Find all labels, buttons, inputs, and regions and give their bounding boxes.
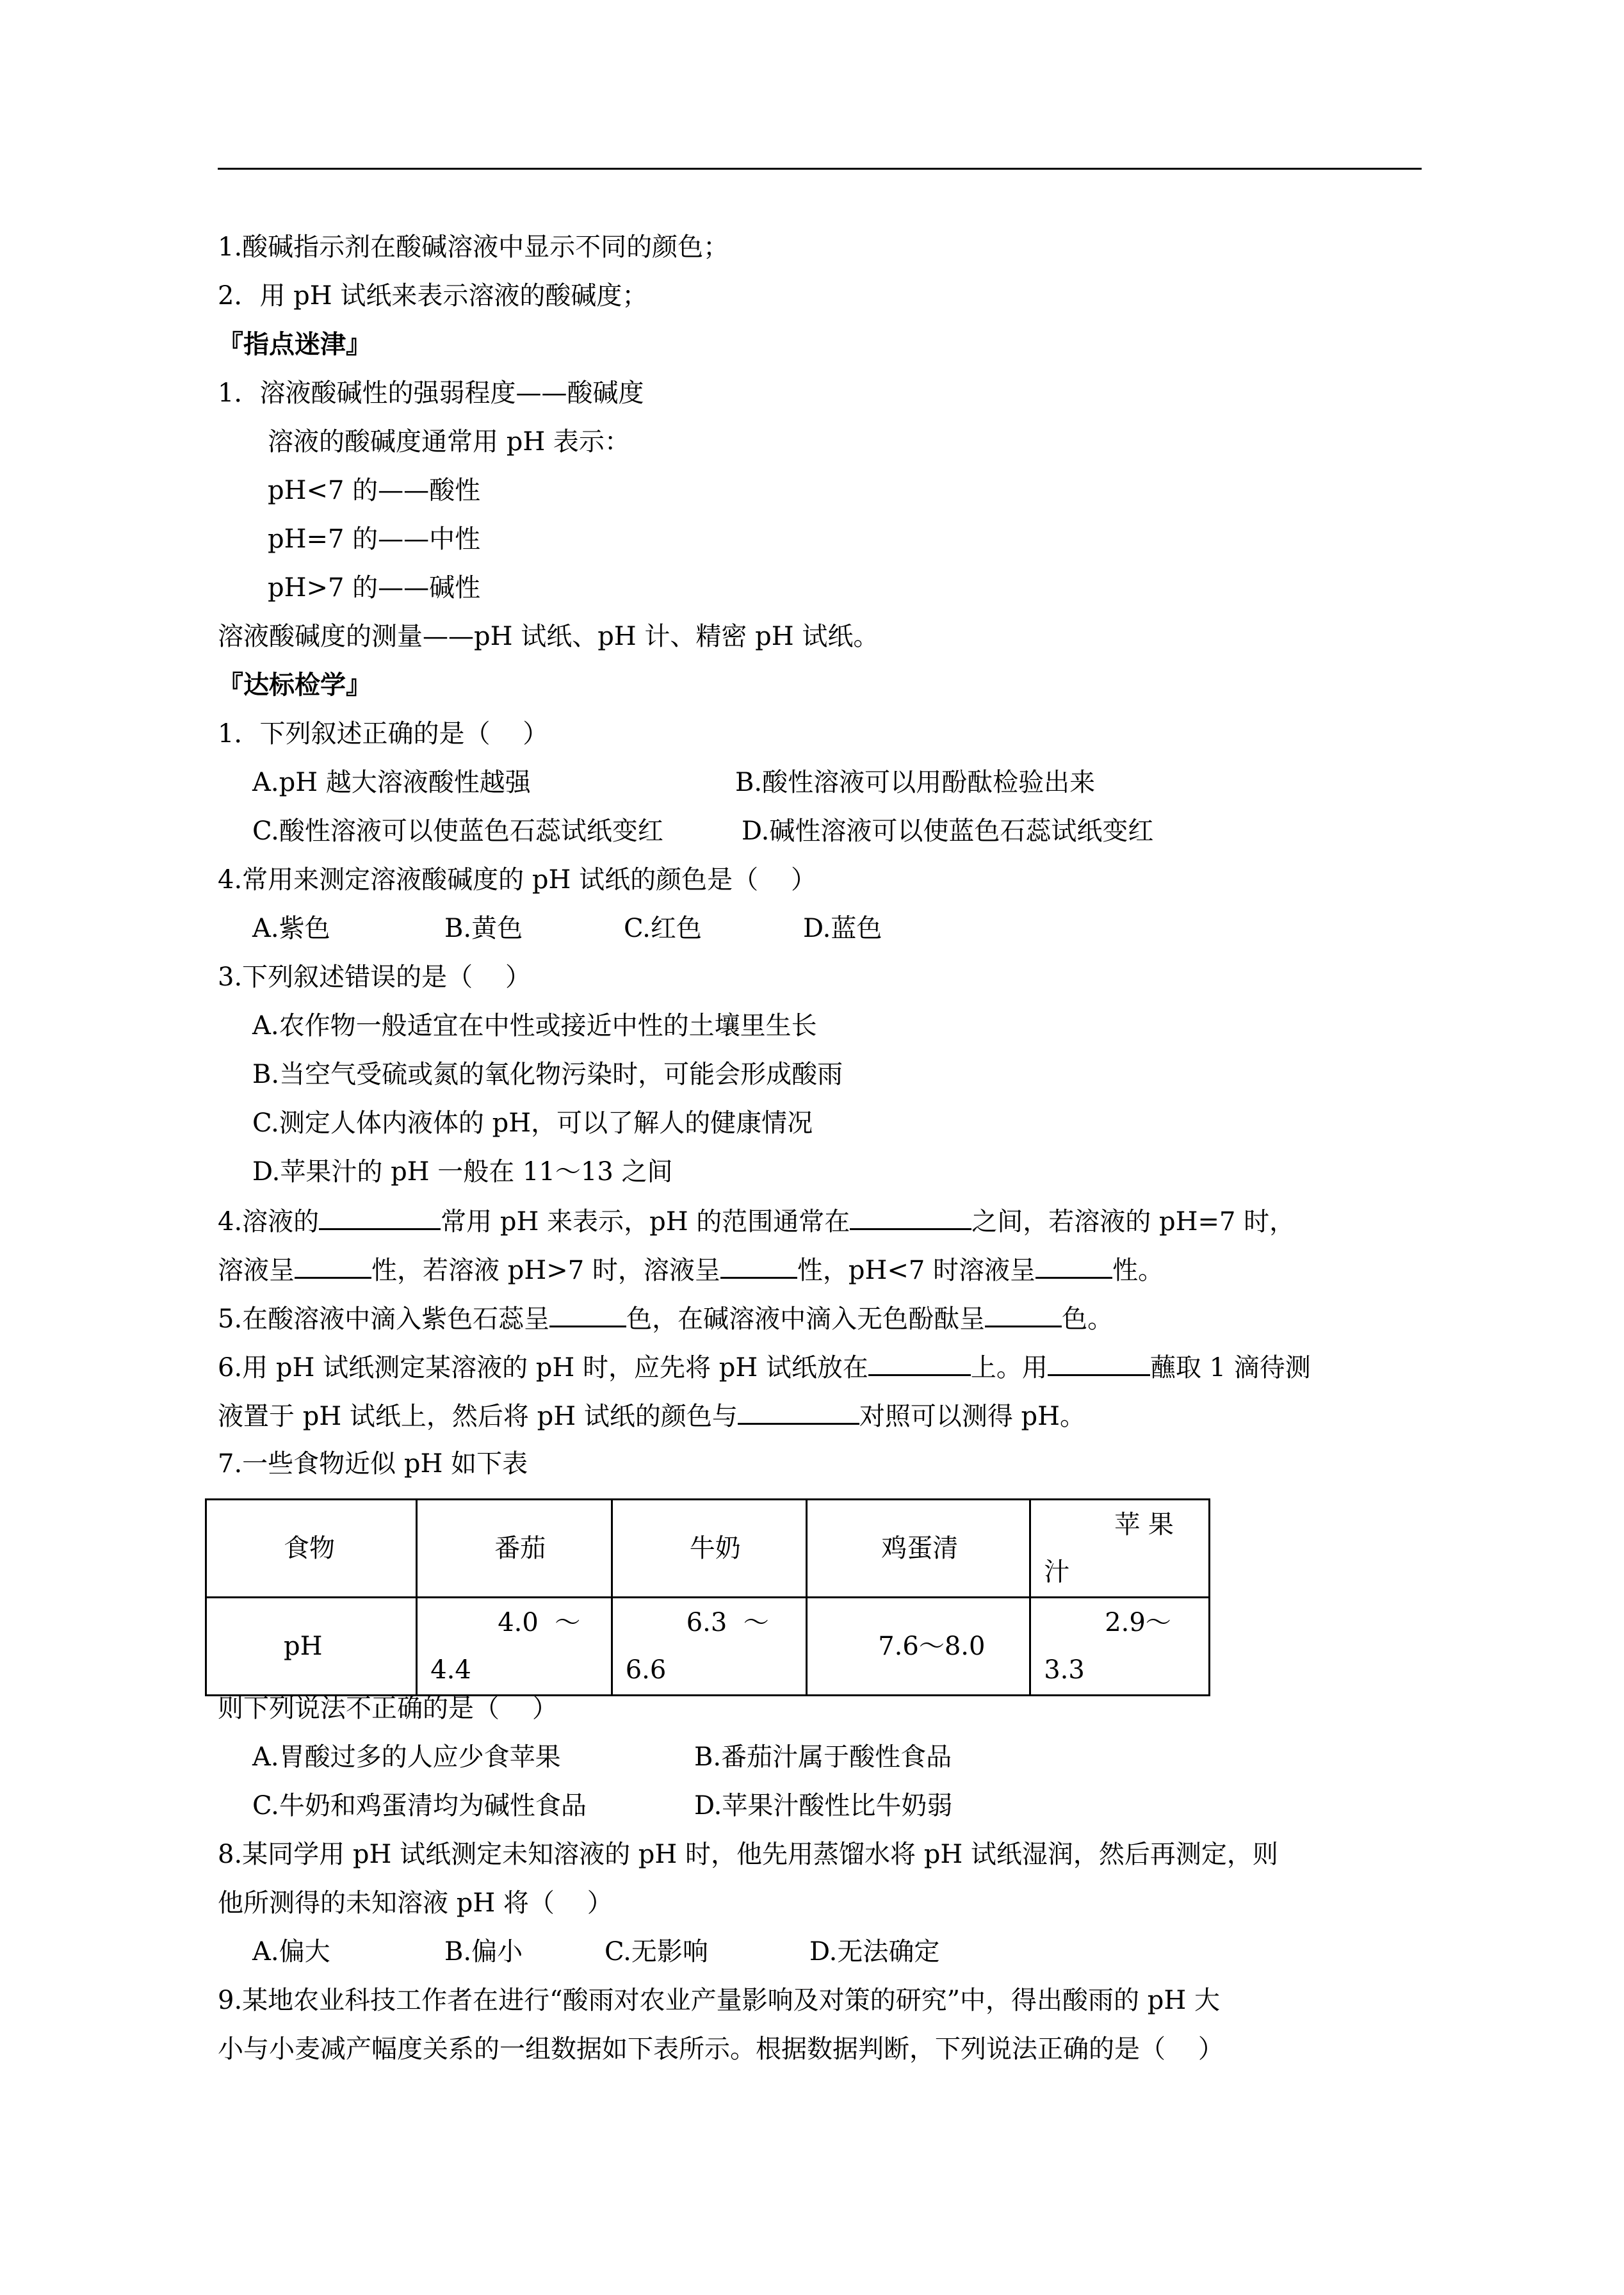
question-4-line-1 xyxy=(218,1203,1295,1240)
q5-text-1: 5.在酸溶液中滴入紫色石蕊呈 xyxy=(218,1304,550,1334)
tip-line-base: pH>7 的——碱性 xyxy=(268,573,481,603)
q5-text-2: 色，在碱溶液中滴入无色酚酞呈 xyxy=(626,1304,986,1334)
table-value-apple-juice-2: 3.3 xyxy=(1044,1655,1085,1685)
table-value-milk-2: 6.6 xyxy=(625,1655,667,1685)
table-value-apple-juice-1: 2.9～ xyxy=(1105,1608,1171,1637)
q4-blank-5[interactable] xyxy=(1035,1251,1112,1279)
header-rule xyxy=(218,168,1422,170)
question-2-option-d: D.蓝色 xyxy=(803,914,882,943)
tip-line-acid: pH<7 的——酸性 xyxy=(268,476,481,505)
question-6-line-1 xyxy=(218,1349,1311,1386)
table-cell xyxy=(206,1598,417,1696)
table-cell xyxy=(417,1598,612,1696)
q4-blank-3[interactable] xyxy=(295,1251,371,1279)
q4-text-3: 之间，若溶液的 pH=7 时， xyxy=(971,1207,1295,1237)
table-cell xyxy=(1030,1598,1210,1696)
question-5 xyxy=(218,1300,1113,1337)
question-3-option-a: A.农作物一般适宜在中性或接近中性的土壤里生长 xyxy=(252,1011,817,1041)
table-cell xyxy=(612,1500,807,1598)
table-cell xyxy=(807,1500,1030,1598)
question-3-option-b: B.当空气受硫或氮的氧化物污染时，可能会形成酸雨 xyxy=(252,1060,843,1089)
table-value-egg-white: 7.6～8.0 xyxy=(878,1632,986,1661)
food-ph-table xyxy=(205,1498,1210,1696)
q5-blank-2[interactable] xyxy=(985,1300,1062,1327)
table-header-milk: 牛奶 xyxy=(689,1534,741,1563)
question-3-option-c: C.测定人体内液体的 pH，可以了解人的健康情况 xyxy=(252,1108,813,1138)
table-row-label-ph: pH xyxy=(284,1632,323,1661)
question-7-option-d: D.苹果汁酸性比牛奶弱 xyxy=(694,1791,953,1821)
table-cell xyxy=(417,1500,612,1598)
q6-text-1: 6.用 pH 试纸测定某溶液的 pH 时，应先将 pH 试纸放在 xyxy=(218,1353,868,1383)
tip-line-1: 1．溶液酸碱性的强弱程度——酸碱度 xyxy=(218,378,644,408)
question-2-option-b: B.黄色 xyxy=(444,914,523,943)
q4-blank-1[interactable] xyxy=(319,1203,441,1230)
question-8-line-2: 他所测得的未知溶液 pH 将（ ） xyxy=(218,1888,613,1918)
table-cell xyxy=(206,1500,417,1598)
question-7-option-a: A.胃酸过多的人应少食苹果 xyxy=(252,1742,561,1772)
question-8-line-1: 8.某同学用 pH 试纸测定未知溶液的 pH 时，他先用蒸馏水将 pH 试纸湿润，然后再测定，则 xyxy=(218,1840,1278,1869)
q6-text-3: 蘸取 1 滴待测 xyxy=(1149,1353,1311,1383)
question-2-option-a: A.紫色 xyxy=(252,914,330,943)
q6-text-2: 上。用 xyxy=(970,1353,1048,1383)
question-7-option-b: B.番茄汁属于酸性食品 xyxy=(694,1742,952,1772)
q5-text-3: 色。 xyxy=(1062,1304,1114,1334)
q5-blank-1[interactable] xyxy=(549,1300,626,1327)
table-header-apple-juice-1: 苹 果 xyxy=(1114,1510,1174,1539)
question-8-option-c: C.无影响 xyxy=(605,1937,708,1967)
intro-line-2: 2．用 pH 试纸来表示溶液的酸碱度； xyxy=(218,281,648,311)
section-heading-test: 『达标检学』 xyxy=(218,670,371,700)
q6-text-4: 液置于 pH 试纸上，然后将 pH 试纸的颜色与 xyxy=(218,1402,738,1431)
q4-text-7: 性。 xyxy=(1112,1256,1164,1285)
table-cell xyxy=(1030,1500,1210,1598)
q4-blank-2[interactable] xyxy=(850,1203,971,1230)
question-1-option-d: D.碱性溶液可以使蓝色石蕊试纸变红 xyxy=(742,816,1154,846)
question-7-statement: 则下列说法不正确的是（ ） xyxy=(218,1694,558,1723)
table-cell xyxy=(807,1598,1030,1696)
q6-text-5: 对照可以测得 pH。 xyxy=(859,1402,1086,1431)
question-3-option-d: D.苹果汁的 pH 一般在 11～13 之间 xyxy=(252,1157,673,1187)
question-8-option-a: A.偏大 xyxy=(252,1937,330,1967)
question-7-option-c: C.牛奶和鸡蛋清均为碱性食品 xyxy=(252,1791,587,1821)
q4-blank-4[interactable] xyxy=(720,1251,797,1279)
table-row xyxy=(206,1500,1210,1598)
tip-line-neutral: pH=7 的——中性 xyxy=(268,524,481,554)
question-2-option-c: C.红色 xyxy=(624,914,702,943)
table-header-egg-white: 鸡蛋清 xyxy=(881,1534,959,1563)
question-9-line-1: 9.某地农业科技工作者在进行“酸雨对农业产量影响及对策的研究”中，得出酸雨的 pH 大 xyxy=(218,1986,1220,2015)
question-1-option-a: A.pH 越大溶液酸性越强 xyxy=(252,768,531,797)
question-7: 7.一些食物近似 pH 如下表 xyxy=(218,1449,528,1479)
section-heading-tips: 『指点迷津』 xyxy=(218,329,371,359)
table-header-apple-juice-2: 汁 xyxy=(1044,1557,1070,1587)
question-9-line-2: 小与小麦减产幅度关系的一组数据如下表所示。根据数据判断，下列说法正确的是（ ） xyxy=(218,2034,1224,2064)
table-row xyxy=(206,1598,1210,1696)
intro-line-1: 1.酸碱指示剂在酸碱溶液中显示不同的颜色； xyxy=(218,232,729,262)
q6-blank-3[interactable] xyxy=(738,1397,859,1425)
question-4-line-2 xyxy=(218,1251,1164,1288)
table-value-tomato-1: 4.0 ～ xyxy=(498,1608,581,1637)
q6-blank-1[interactable] xyxy=(868,1349,971,1376)
question-8-option-b: B.偏小 xyxy=(444,1937,523,1967)
question-8-option-d: D.无法确定 xyxy=(809,1937,940,1967)
q4-text-2: 常用 pH 来表示，pH 的范围通常在 xyxy=(441,1207,850,1237)
q4-text-4: 溶液呈 xyxy=(218,1256,295,1285)
table-value-milk-1: 6.3 ～ xyxy=(686,1608,769,1637)
q4-text-1: 4.溶液的 xyxy=(218,1207,320,1237)
q4-text-5: 性，若溶液 pH>7 时，溶液呈 xyxy=(371,1256,720,1285)
tip-line-2: 溶液的酸碱度通常用 pH 表示： xyxy=(268,427,630,457)
question-3: 3.下列叙述错误的是（ ） xyxy=(218,962,532,992)
q4-text-6: 性，pH<7 时溶液呈 xyxy=(797,1256,1036,1285)
question-1-option-c: C.酸性溶液可以使蓝色石蕊试纸变红 xyxy=(252,816,663,846)
table-header-tomato: 番茄 xyxy=(494,1534,546,1563)
q6-blank-2[interactable] xyxy=(1048,1349,1150,1376)
question-2: 4.常用来测定溶液酸碱度的 pH 试纸的颜色是（ ） xyxy=(218,865,816,895)
tip-line-measure: 溶液酸碱度的测量——pH 试纸、pH 计、精密 pH 试纸。 xyxy=(218,622,879,651)
table-header-food: 食物 xyxy=(284,1534,335,1563)
question-6-line-2 xyxy=(218,1397,1085,1434)
table-cell xyxy=(612,1598,807,1696)
question-1: 1．下列叙述正确的是（ ） xyxy=(218,719,549,749)
table-value-tomato-2: 4.4 xyxy=(430,1655,471,1685)
question-1-option-b: B.酸性溶液可以用酚酞检验出来 xyxy=(735,768,1096,797)
